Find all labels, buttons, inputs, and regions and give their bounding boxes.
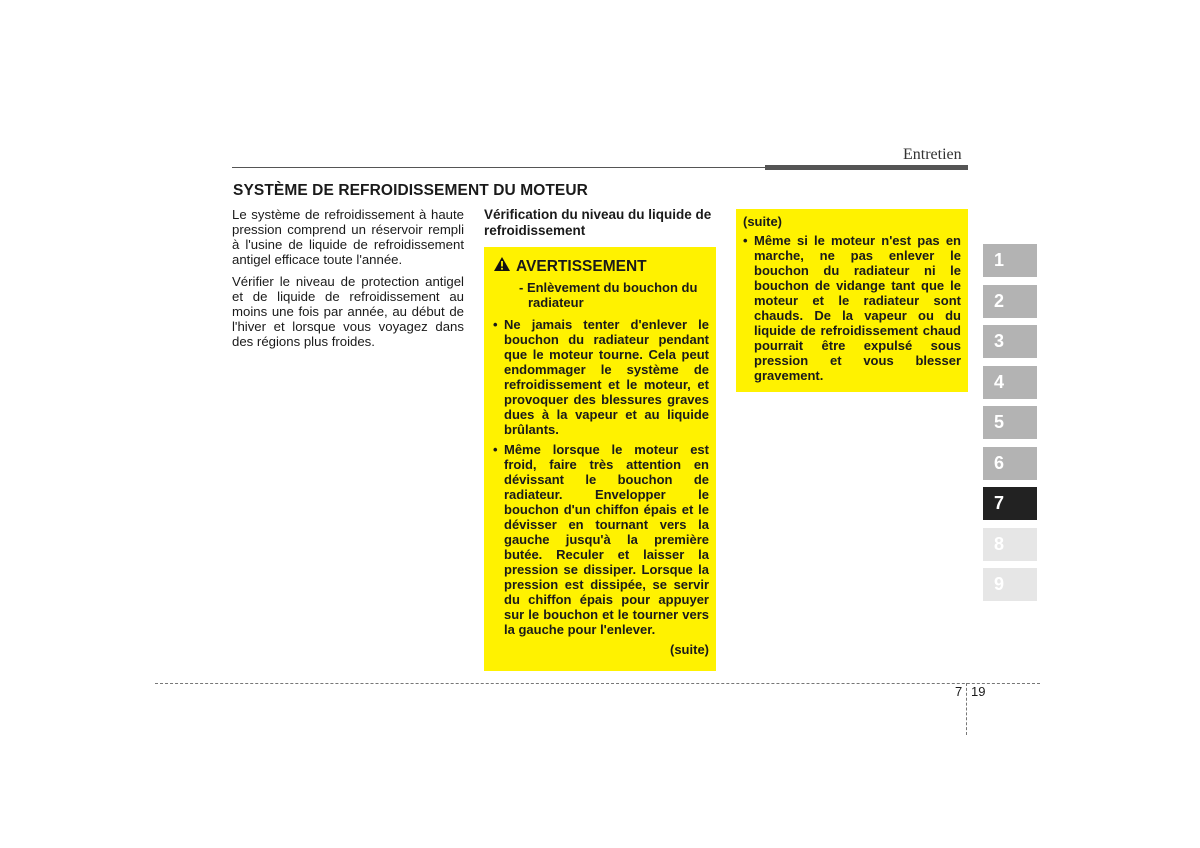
- chapter-tab-2[interactable]: 2: [983, 285, 1037, 318]
- bullet-mark: •: [493, 442, 498, 457]
- intro-paragraph: Vérifier le niveau de protection antigel et de liquide de refroidissement au moins une fois par année, au début de l'hiver et lorsque vous voyagez dans des régions plus froides.: [232, 274, 464, 349]
- chapter-tab-5[interactable]: 5: [983, 406, 1037, 439]
- continuation-label: (suite): [743, 214, 782, 229]
- warning-subtitle: - Enlèvement du bouchon du radiateur: [519, 280, 698, 310]
- header-rule: [232, 167, 765, 168]
- list-item-text: Même si le moteur n'est pas en marche, ne pas enlever le bouchon du radiateur ni le bouchon de vidange tant que le moteur et le radiateur sont chauds. De la vapeur ou du liquide de refroidissement chaud pourrait être expulsé sous pression et vous blesser gravement.: [754, 233, 961, 383]
- bullet-mark: •: [743, 233, 748, 248]
- intro-paragraph: Le système de refroidissement à haute pression comprend un réservoir rempli à l'usine de liquide de refroidissement antigel efficace toute l'année.: [232, 207, 464, 267]
- section-header: Entretien: [903, 146, 962, 163]
- chapter-tab-4[interactable]: 4: [983, 366, 1037, 399]
- page-title: SYSTÈME DE REFROIDISSEMENT DU MOTEUR: [233, 182, 588, 199]
- warning-box: [484, 247, 716, 671]
- chapter-tab-1[interactable]: 1: [983, 244, 1037, 277]
- list-item: [493, 442, 709, 637]
- chapter-tab-8[interactable]: 8: [983, 528, 1037, 561]
- chapter-tab-9[interactable]: 9: [983, 568, 1037, 601]
- list-item-text: Ne jamais tenter d'enlever le bouchon du radiateur pendant que le moteur tourne. Cela peut endommager le système de refroidissement et le moteur, et provoquer des blessures graves dues à la vapeur et au liquide brûlants.: [504, 317, 709, 437]
- list-item-text: Même lorsque le moteur est froid, faire très attention en dévissant le bouchon de radiateur. Envelopper le bouchon d'un chiffon épais et le dévisser en tournant vers la gauche jusqu'à la première butée. Reculer et laisser la pression se dissiper. Lorsque la pression est dissipée, se servir du chiffon épais pour appuyer sur le bouchon et le tourner vers la gauche pour l'enlever.: [504, 442, 709, 637]
- chapter-tabs: [983, 244, 1037, 609]
- bullet-mark: •: [493, 317, 498, 332]
- warning-title: AVERTISSEMENT: [516, 257, 647, 275]
- footer-rule: [155, 683, 1040, 684]
- continuation-box: [736, 209, 968, 392]
- intro-text: [232, 207, 464, 356]
- list-item: [493, 317, 709, 437]
- footer-divider: [966, 683, 967, 735]
- list-item: [743, 233, 961, 383]
- warning-list: [493, 317, 709, 637]
- warning-triangle-icon: [493, 256, 511, 277]
- chapter-tab-3[interactable]: 3: [983, 325, 1037, 358]
- header-rule-accent: [765, 165, 968, 170]
- check-heading: Vérification du niveau du liquide de refroidissement: [484, 207, 712, 238]
- footer-chapter: 7: [955, 684, 963, 699]
- chapter-tab-7[interactable]: 7: [983, 487, 1037, 520]
- chapter-tab-6[interactable]: 6: [983, 447, 1037, 480]
- page-number: 19: [971, 684, 986, 699]
- continued-label: (suite): [670, 642, 709, 657]
- continuation-list: [743, 233, 961, 383]
- warning-header: [493, 256, 709, 277]
